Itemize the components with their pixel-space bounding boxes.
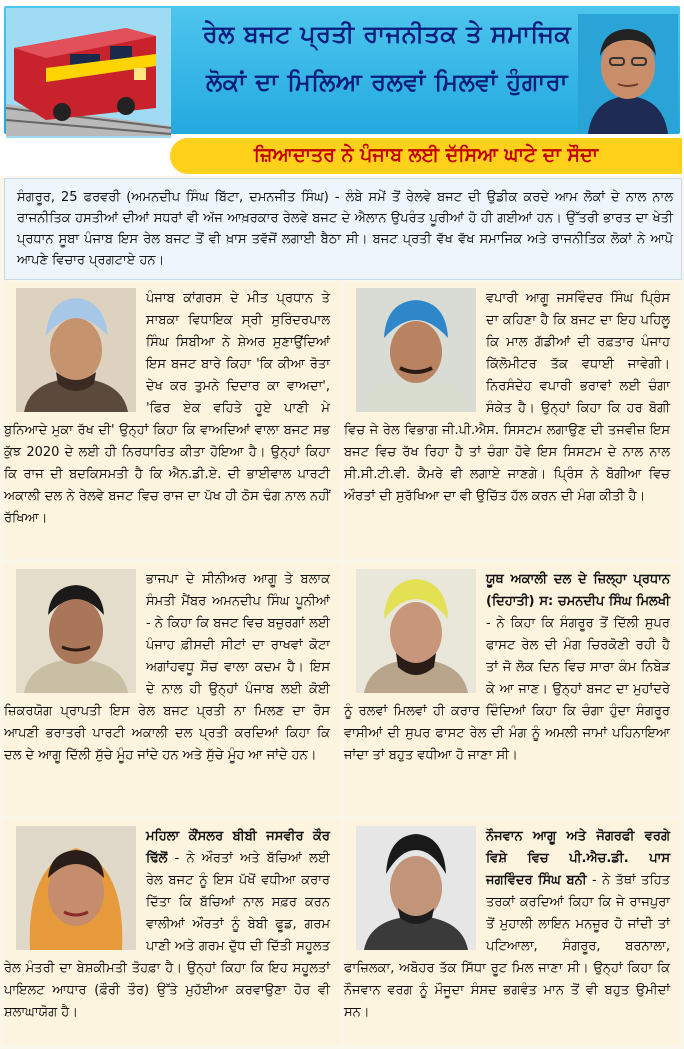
intro-paragraph: ਸੰਗਰੂਰ, 25 ਫਰਵਰੀ (ਅਮਨਦੀਪ ਸਿੰਘ ਬਿੱਟਾ, ਦਮਨਜੀਤ ਸਿੰਘ) - ਲੰਬੇ ਸਮੇਂ ਤੋਂ ਰੇਲਵੇ ਬਜਟ ਦੀ ਉਡੀਕ ਕਰਦੇ ਆਮ ਲੋਕਾਂ ਦੇ ਨਾਲ ਨਾਲ ਰਾਜਨੀਤਿਕ ਹਸਤੀਆਂ ਦੀਆਂ ਸਧਰਾਂ ਵੀ ਅੱਜ ਆਖ਼ਰਕਾਰ ਰੇਲਵੇ ਬਜਟ ਦੇ ਐਲਾਨ ਉਪਰੰਤ ਪੂਰੀਆਂ ਹੋ ਹੀ ਗਈਆਂ ਹਨ। ਉੱਤਰੀ ਭਾਰਤ ਦਾ ਖੇਤੀ ਪ੍ਰਧਾਨ ਸੂਬਾ ਪੰਜਾਬ ਇਸ ਰੇਲ ਬਜਟ ਤੋਂ ਵੀ ਖ਼ਾਸ ਤਵੱਜੋਂ ਲਗਾਈ ਬੈਠਾ ਸੀ। ਬਜਟ ਪ੍ਰਤੀ ਵੱਖ ਵੱਖ ਸਮਾਜਿਕ ਅਤੇ ਰਾਜਨੀਤਿਕ ਲੋਕਾਂ ਨੇ ਆਪੋ ਆਪਣੇ ਵਿਚਾਰ ਪ੍ਰਗਟਾਏ ਹਨ।	[17, 190, 673, 268]
headline-line-1: ਰੇਲ ਬਜਟ ਪ੍ਰਤੀ ਰਾਜਨੀਤਕ ਤੇ ਸਮਾਜਿਕ	[202, 20, 572, 48]
reaction-card	[4, 563, 340, 816]
subheadline-band	[170, 138, 682, 174]
person-photo	[16, 288, 136, 412]
speaker-name: ਨੌਜਵਾਨ ਆਗੂ ਅਤੇ ਜੋਗਰਫੀ ਵਰਗੇ ਵਿਸ਼ੇ ਵਿਚ ਪੀ.ਐਚ.ਡੀ. ਪਾਸ ਜਗਵਿੰਦਰ ਸਿੰਘ ਬਨੀ	[486, 829, 670, 888]
person-photo	[356, 826, 476, 950]
reaction-card	[344, 282, 680, 559]
reaction-text: - ਨੇ ਤੱਥਾਂ ਤਹਿਤ ਤਰਕਾਂ ਕਰਦਿਆਂ ਕਿਹਾ ਕਿ ਜੇ ਰਾਜਪੁਰਾ ਤੋਂ ਮੁਹਾਲੀ ਲਾਇਨ ਮਨਜ਼ੂਰ ਹੋ ਜਾਂਦੀ ਤਾਂ ਪਟਿਆਲਾ, ਸੰਗਰੂਰ, ਬਰਨਾਲਾ, ਫਾਜ਼ਿਲਕਾ, ਅਬੋਹਰ ਤੱਕ ਸਿੱਧਾ ਰੂਟ ਮਿਲ ਜਾਣਾ ਸੀ। ਉਨ੍ਹਾਂ ਕਿਹਾ ਕਿ ਨੌਜਵਾਨ ਵਰਗ ਨੂੰ ਮੌਜੂਦਾ ਸੰਸਦ ਭਗਵੰਤ ਮਾਨ ਤੋਂ ਵੀ ਬਹੁਤ ਉਮੀਦਾਂ ਸਨ।	[344, 873, 670, 1020]
reaction-text: ਭਾਜਪਾ ਦੇ ਸੀਨੀਅਰ ਆਗੂ ਤੇ ਬਲਾਕ ਸੰਮਤੀ ਮੈਂਬਰ ਅਮਨਦੀਪ ਸਿੰਘ ਪੂਨੀਆਂ - ਨੇ ਕਿਹਾ ਕਿ ਬਜਟ ਵਿਚ ਬਜ਼ੁਰਗਾਂ ਲਈ ਪੰਜਾਹ ਫ਼ੀਸਦੀ ਸੀਟਾਂ ਦਾ ਰਾਖਵਾਂ ਕੋਟਾ ਅਗਾਂਹਵਧੂ ਸੋਚ ਵਾਲਾ ਕਦਮ ਹੈ। ਇਸ ਦੇ ਨਾਲ ਹੀ ਉਨ੍ਹਾਂ ਪੰਜਾਬ ਲਈ ਕੋਈ ਜ਼ਿਕਰਯੋਗ ਪ੍ਰਾਪਤੀ ਇਸ ਰੇਲ ਬਜਟ ਪ੍ਰਤੀ ਨਾ ਮਿਲਣ ਦਾ ਰੋਸ ਆਪਣੀ ਭਰਾਤਰੀ ਪਾਰਟੀ ਅਕਾਲੀ ਦਲ ਪ੍ਰਤੀ ਕਰਦਿਆਂ ਕਿਹਾ ਕਿ ਦਲ ਦੇ ਆਗੂ ਦਿੱਲੀ ਸੁੱਚੇ ਮੂੰਹ ਜਾਂਦੇ ਹਨ ਅਤੇ ਸੁੱਚੇ ਮੂੰਹ ਆ ਜਾਂਦੇ ਹਨ।	[4, 572, 330, 763]
reaction-text: ਵਪਾਰੀ ਆਗੂ ਜਸਵਿੰਦਰ ਸਿੰਘ ਪ੍ਰਿੰਸ ਦਾ ਕਹਿਣਾ ਹੈ ਕਿ ਬਜਟ ਦਾ ਇਹ ਪਹਿਲੂ ਕਿ ਮਾਲ ਗੱਡੀਆਂ ਦੀ ਰਫ਼ਤਾਰ ਪੰਜਾਹ ਕਿੱਲੋਮੀਟਰ ਤੱਕ ਵਧਾਈ ਜਾਵੇਗੀ। ਨਿਰਸੰਦੇਹ ਵਪਾਰੀ ਭਰਾਵਾਂ ਲਈ ਚੰਗਾ ਸੰਕੇਤ ਹੈ। ਉਨ੍ਹਾਂ ਕਿਹਾ ਕਿ ਹਰ ਬੋਗੀ ਵਿਚ ਜੇ ਰੇਲ ਵਿਭਾਗ ਜੀ.ਪੀ.ਐਸ. ਸਿਸਟਮ ਲਗਾਉਣ ਦੀ ਤਜਵੀਜ਼ ਇਸ ਬਜਟ ਵਿਚ ਰੱਖ ਰਿਹਾ ਹੈ ਤਾਂ ਚੰਗਾ ਹੋਵੇ ਇਸ ਸਿਸਟਮ ਦੇ ਨਾਲ ਨਾਲ ਸੀ.ਸੀ.ਟੀ.ਵੀ. ਕੈਮਰੇ ਵੀ ਲਗਾਏ ਜਾਣਗੇ। ਪ੍ਰਿੰਸ ਨੇ ਬੋਗੀਆ ਵਿਚ ਔਰਤਾਂ ਦੀ ਸੁਰੱਖਿਆ ਦਾ ਵੀ ਉਚਿੱਤ ਹੱਲ ਕਰਨ ਦੀ ਮੰਗ ਕੀਤੀ ਹੈ।	[344, 291, 670, 504]
train-illustration	[6, 8, 171, 138]
headline-line-2: ਲੋਕਾਂ ਦਾ ਮਿਲਿਆ ਰਲਵਾਂ ਮਿਲਵਾਂ ਹੁੰਗਾਰਾ	[205, 68, 569, 96]
reaction-card	[344, 563, 680, 816]
intro-box	[4, 178, 682, 280]
subheadline: ਜ਼ਿਆਦਾਤਰ ਨੇ ਪੰਜਾਬ ਲਈ ਦੱਸਿਆ ਘਾਟੇ ਦਾ ਸੌਦਾ	[253, 144, 599, 166]
person-photo	[356, 288, 476, 412]
reaction-card	[4, 820, 340, 1045]
reaction-text: ਪੰਜਾਬ ਕਾਂਗਰਸ ਦੇ ਮੀਤ ਪ੍ਰਧਾਨ ਤੇ ਸਾਬਕਾ ਵਿਧਾਇਕ ਸ੍ਰੀ ਸੁਰਿੰਦਰਪਾਲ ਸਿੰਘ ਸਿਬੀਆ ਨੇ ਸ਼ੇਅਰ ਸੁਣਾਉਂਦਿਆਂ ਇਸ ਬਜਟ ਬਾਰੇ ਕਿਹਾ 'ਕਿ ਕੀਆ ਰੋਤਾ ਦੇਖ ਕਰ ਤੁਮਨੇ ਦਿਦਾਰ ਕਾ ਵਾਅਦਾ', 'ਫਿਰ ਏਕ ਵਹਿਤੇ ਹੂਏ ਪਾਣੀ ਮੇ ਬੁਨਿਆਦੇ ਮੁਕਾ ਰੱਖ ਦੀ' ਉਨ੍ਹਾਂ ਕਿਹਾ ਕਿ ਵਾਅਦਿਆਂ ਵਾਲਾ ਬਜਟ ਸਭ ਕੁੱਝ 2020 ਦੇ ਲਈ ਹੀ ਨਿਰਧਾਰਿਤ ਕੀਤਾ ਹੋਇਆ ਹੈ। ਉਨ੍ਹਾਂ ਕਿਹਾ ਕਿ ਰਾਜ ਦੀ ਬਦਕਿਸਮਤੀ ਹੈ ਕਿ ਐਨ.ਡੀ.ਏ. ਦੀ ਭਾਈਵਾਲ ਪਾਰਟੀ ਅਕਾਲੀ ਦਲ ਨੇ ਰੇਲਵੇ ਬਜਟ ਵਿਚ ਰਾਜ ਦਾ ਪੱਖ ਹੀ ਠੋਸ ਢੰਗ ਨਾਲ ਨਹੀਂ ਰੱਖਿਆ।	[4, 291, 330, 526]
person-photo	[16, 826, 136, 950]
reaction-card	[344, 820, 680, 1045]
minister-portrait	[578, 14, 678, 134]
reaction-card	[4, 282, 340, 559]
person-photo	[356, 569, 476, 693]
article-header	[0, 0, 684, 176]
speaker-name: ਮਹਿਲਾ ਕੌਂਸਲਰ ਬੀਬੀ ਜਸਵੀਰ ਕੌਰ ਢਿੱਲੋਂ	[146, 829, 330, 866]
person-photo	[16, 569, 136, 693]
speaker-name: ਯੂਥ ਅਕਾਲੀ ਦਲ ਦੇ ਜ਼ਿਲ੍ਹਾ ਪ੍ਰਧਾਨ (ਦਿਹਾਤੀ) ਸ: ਚਮਨਦੀਪ ਸਿੰਘ ਮਿਲਖੀ	[486, 572, 670, 609]
reaction-text: - ਨੇ ਔਰਤਾਂ ਅਤੇ ਬੱਚਿਆਂ ਲਈ ਰੇਲ ਬਜਟ ਨੂੰ ਇਸ ਪੱਖੋਂ ਵਧੀਆ ਕਰਾਰ ਦਿੱਤਾ ਕਿ ਬੱਚਿਆਂ ਨਾਲ ਸਫ਼ਰ ਕਰਨ ਵਾਲੀਆਂ ਔਰਤਾਂ ਨੂੰ ਬੇਬੀ ਫੂਡ, ਗਰਮ ਪਾਣੀ ਅਤੇ ਗਰਮ ਦੁੱਧ ਦੀ ਦਿੱਤੀ ਸਹੂਲਤ ਰੇਲ ਮੰਤਰੀ ਦਾ ਬੇਸ਼ਕੀਮਤੀ ਤੋਹਫ਼ਾ ਹੈ। ਉਨ੍ਹਾਂ ਕਿਹਾ ਕਿ ਇਹ ਸਹੂਲਤਾਂ ਪਾਇਲਟ ਆਧਾਰ (ਫ਼ੌਰੀ ਤੌਰ) ਉੱਤੇ ਮੁਹੱਈਆ ਕਰਵਾਉਣਾ ਹੋਰ ਵੀ ਸ਼ਲਾਘਾਯੋਗ ਹੈ।	[4, 851, 330, 1020]
reaction-text: - ਨੇ ਕਿਹਾ ਕਿ ਸੰਗਰੂਰ ਤੋਂ ਦਿੱਲੀ ਸੁਪਰ ਫਾਸਟ ਰੇਲ ਦੀ ਮੰਗ ਚਿਰਕੋਣੀ ਰਹੀ ਹੈ ਤਾਂ ਜੋ ਲੋਕ ਦਿਨ ਵਿਚ ਸਾਰਾ ਕੰਮ ਨਿਬੇੜ ਕੇ ਆ ਜਾਣ। ਉਨ੍ਹਾਂ ਬਜਟ ਦਾ ਮੁਹਾਂਦਰੇ ਨੂੰ ਰਲਵਾਂ ਮਿਲਵਾਂ ਹੀ ਕਰਾਰ ਦਿੰਦਿਆਂ ਕਿਹਾ ਕਿ ਚੰਗਾ ਹੁੰਦਾ ਸੰਗਰੂਰ ਵਾਸੀਆਂ ਦੀ ਸੁਪਰ ਫਾਸਟ ਰੇਲ ਦੀ ਮੰਗ ਨੂੰ ਅਮਲੀ ਜਾਮਾਂ ਪਹਿਨਾਇਆ ਜਾਂਦਾ ਤਾਂ ਬਹੁਤ ਵਧੀਆ ਹੋ ਜਾਣਾ ਸੀ।	[344, 616, 670, 763]
